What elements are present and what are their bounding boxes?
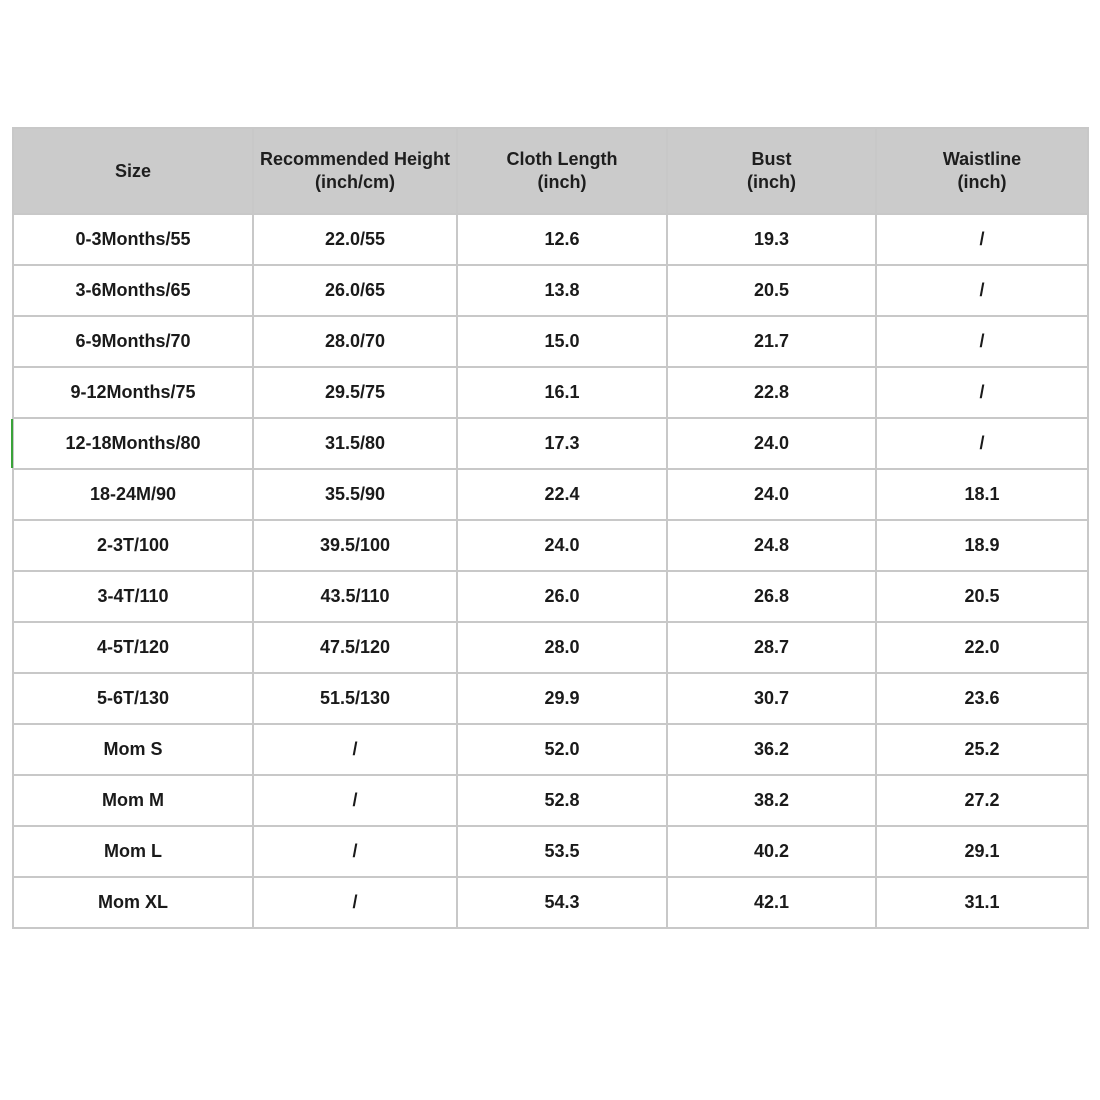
table-row [13,724,1088,775]
table-row [13,826,1088,877]
cell-cloth-length: 15.0 [457,316,667,367]
cell-size: Mom L [13,826,253,877]
cell-waistline: 20.5 [876,571,1088,622]
cell-bust: 30.7 [667,673,876,724]
cell-bust: 19.3 [667,214,876,265]
cell-size: 2-3T/100 [13,520,253,571]
cell-bust: 26.8 [667,571,876,622]
header-unit: (inch) [537,172,587,192]
cell-bust: 24.8 [667,520,876,571]
cell-bust: 36.2 [667,724,876,775]
header-label: Size [114,160,152,181]
header-label: Cloth Length [506,149,618,169]
table-row [13,316,1088,367]
header-unit: (inch) [747,172,796,192]
header-cloth-length [457,128,667,214]
cell-waistline: 25.2 [876,724,1088,775]
cell-size: Mom XL [13,877,253,928]
cell-bust: 28.7 [667,622,876,673]
cell-size: Mom S [13,724,253,775]
cell-size: 5-6T/130 [13,673,253,724]
cell-recommended-height: 31.5/80 [253,418,457,469]
cell-recommended-height: 35.5/90 [253,469,457,520]
cell-waistline: / [876,418,1088,469]
header-waistline [876,128,1088,214]
cell-cloth-length: 54.3 [457,877,667,928]
table-row [13,418,1088,469]
header-unit: (inch) [957,172,1007,192]
cell-recommended-height: 47.5/120 [253,622,457,673]
cell-bust: 21.7 [667,316,876,367]
cell-cloth-length: 28.0 [457,622,667,673]
table-row [13,775,1088,826]
cell-cloth-length: 13.8 [457,265,667,316]
table-header [13,128,1088,214]
cell-size: 9-12Months/75 [13,367,253,418]
cell-cloth-length: 24.0 [457,520,667,571]
size-table [12,127,1089,929]
cell-cloth-length: 12.6 [457,214,667,265]
cell-recommended-height: 28.0/70 [253,316,457,367]
table-body [13,214,1088,928]
cell-waistline: 22.0 [876,622,1088,673]
cell-recommended-height: / [253,775,457,826]
cell-cloth-length: 22.4 [457,469,667,520]
cell-waistline: 27.2 [876,775,1088,826]
cell-size: 3-6Months/65 [13,265,253,316]
cell-waistline: 29.1 [876,826,1088,877]
table-row [13,214,1088,265]
cell-cloth-length: 29.9 [457,673,667,724]
cell-cloth-length: 17.3 [457,418,667,469]
cell-bust: 24.0 [667,418,876,469]
cell-waistline: / [876,265,1088,316]
cell-size: 4-5T/120 [13,622,253,673]
header-recommended-height [253,128,457,214]
cell-bust: 20.5 [667,265,876,316]
table-row [13,877,1088,928]
cell-cloth-length: 52.0 [457,724,667,775]
header-size [13,128,253,214]
cell-bust: 42.1 [667,877,876,928]
cell-size: 0-3Months/55 [13,214,253,265]
cell-cloth-length: 52.8 [457,775,667,826]
cell-bust: 22.8 [667,367,876,418]
cell-recommended-height: / [253,877,457,928]
table-row [13,673,1088,724]
cell-size: 3-4T/110 [13,571,253,622]
cell-size: 18-24M/90 [13,469,253,520]
cell-waistline: / [876,367,1088,418]
header-label: Bust [751,149,792,169]
cell-recommended-height: 26.0/65 [253,265,457,316]
header-row [13,128,1088,214]
cell-waistline: / [876,214,1088,265]
table-row [13,520,1088,571]
cell-waistline: 18.1 [876,469,1088,520]
header-label: Recommended Height [259,149,451,169]
cell-cloth-length: 53.5 [457,826,667,877]
cell-cloth-length: 16.1 [457,367,667,418]
cell-bust: 40.2 [667,826,876,877]
cell-cloth-length: 26.0 [457,571,667,622]
cell-recommended-height: 43.5/110 [253,571,457,622]
cell-recommended-height: 29.5/75 [253,367,457,418]
table-row [13,571,1088,622]
row-selection-marker [11,419,13,468]
cell-waistline: 18.9 [876,520,1088,571]
cell-bust: 24.0 [667,469,876,520]
cell-size: 6-9Months/70 [13,316,253,367]
cell-waistline: 31.1 [876,877,1088,928]
cell-waistline: / [876,316,1088,367]
cell-bust: 38.2 [667,775,876,826]
cell-recommended-height: 51.5/130 [253,673,457,724]
cell-size: 12-18Months/80 [13,418,253,469]
table-row [13,622,1088,673]
size-chart [12,127,1087,929]
cell-recommended-height: / [253,724,457,775]
header-bust [667,128,876,214]
cell-recommended-height: / [253,826,457,877]
header-label: Waistline [942,149,1022,169]
table-row [13,265,1088,316]
cell-recommended-height: 39.5/100 [253,520,457,571]
table-row [13,367,1088,418]
cell-recommended-height: 22.0/55 [253,214,457,265]
header-unit: (inch/cm) [314,172,395,192]
cell-waistline: 23.6 [876,673,1088,724]
cell-size: Mom M [13,775,253,826]
table-row [13,469,1088,520]
